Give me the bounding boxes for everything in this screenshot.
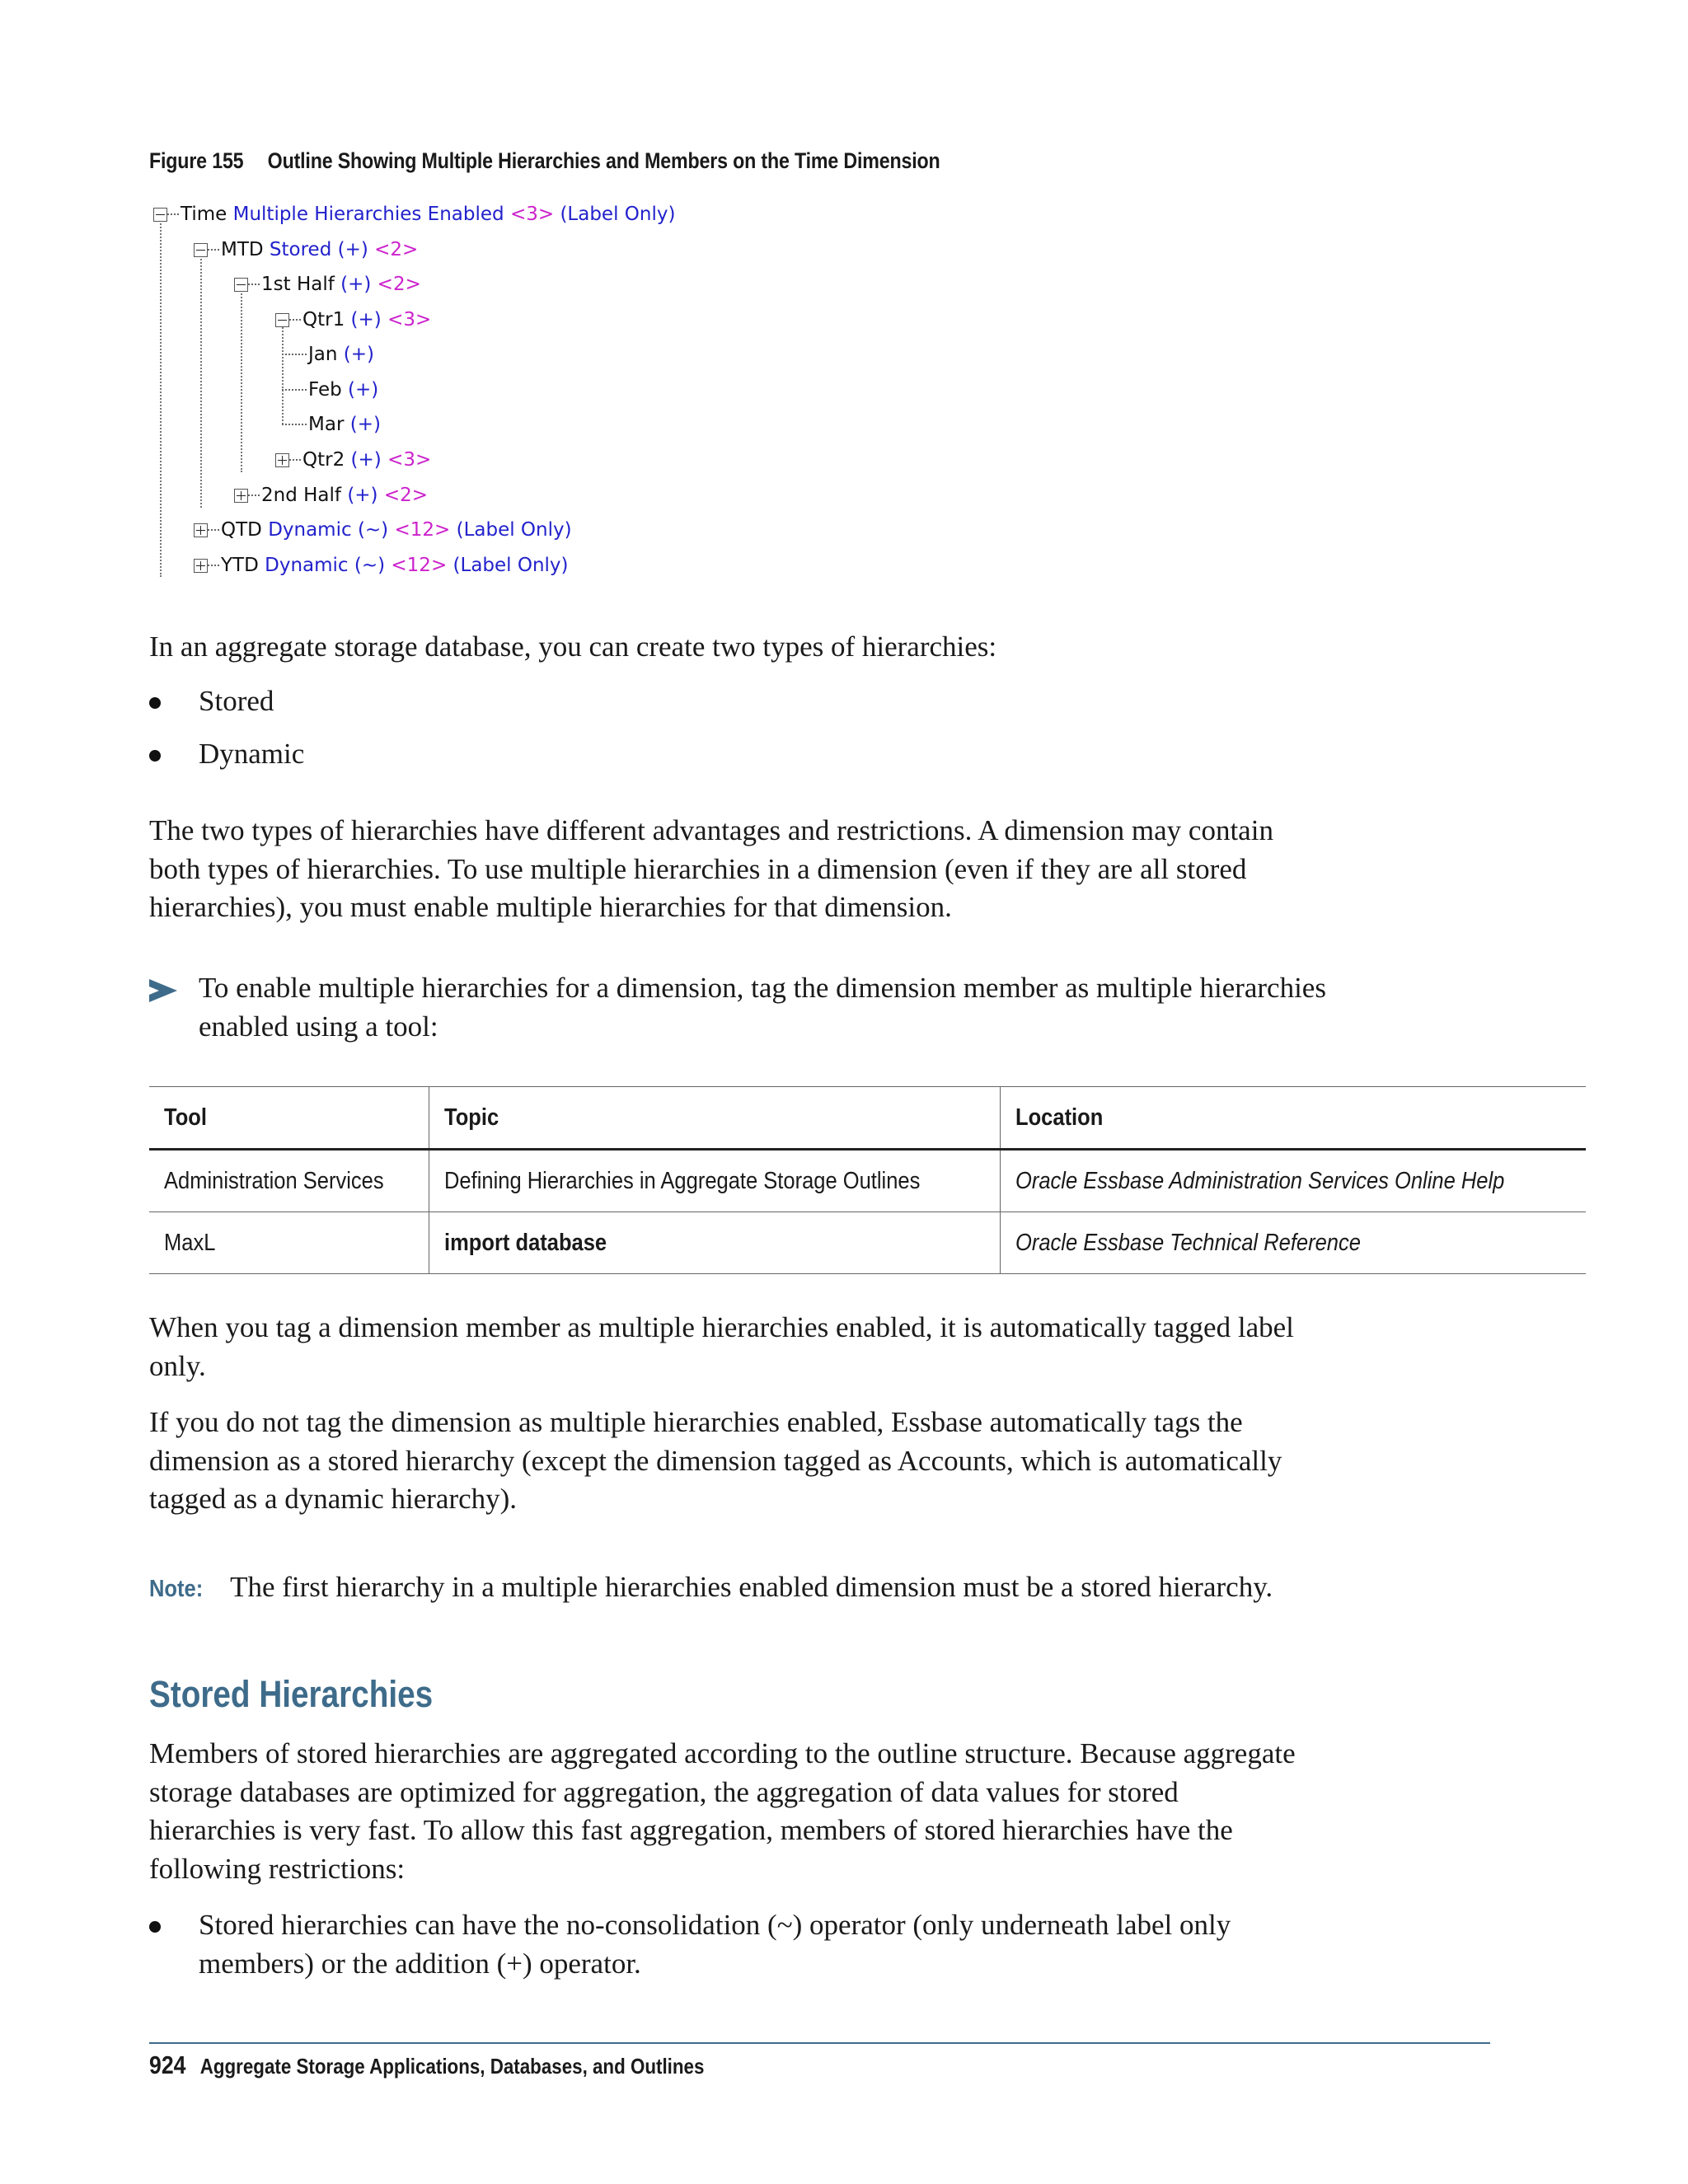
note-text: The first hierarchy in a multiple hierarchies enabled dimension must be a stored hierarchy. [230, 1571, 1273, 1603]
table-cell: import database [429, 1212, 1001, 1274]
member-name: YTD [221, 555, 259, 576]
tree-node[interactable] [234, 271, 421, 298]
table-cell: Administration Services [164, 1167, 384, 1194]
member-operator: (+) [340, 274, 372, 295]
member-name: MTD [221, 239, 264, 260]
member-name: Qtr2 [302, 449, 345, 471]
tree-node[interactable] [194, 237, 418, 263]
tree-node[interactable] [282, 377, 378, 403]
advantages-paragraph: The two types of hierarchies have different advantages and restrictions. A dimension may contain both types of hierarchies. To use multiple hierarchies in a dimension (even if they are all stored hierarchies), you must enable multiple hierarchies for that dimension. [149, 814, 1273, 923]
member-count: <2> [377, 274, 421, 295]
tree-node[interactable] [275, 307, 431, 333]
table-row [149, 1150, 1586, 1212]
figure-number: Figure 155 [149, 148, 244, 173]
list-item-text: Stored hierarchies can have the no-consolidation (~) operator (only underneath label only members) or the addition (+) operator. [199, 1909, 1231, 1980]
bullet-icon [149, 1921, 161, 1933]
expand-icon[interactable] [234, 489, 248, 503]
column-header: Topic [429, 1087, 1001, 1150]
table-cell: MaxL [164, 1229, 216, 1256]
member-property: (Label Only) [560, 204, 676, 225]
member-name: 2nd Half [261, 485, 341, 506]
tree-node[interactable] [194, 517, 572, 543]
list-item-text: Stored [199, 685, 274, 717]
table-cell: Oracle Essbase Administration Services Online Help [1001, 1150, 1587, 1212]
page-footer [149, 2050, 704, 2080]
member-operator: (~) [357, 519, 389, 541]
member-operator: (+) [349, 414, 381, 435]
member-operator: (+) [348, 379, 379, 401]
member-operator: (+) [347, 485, 378, 506]
footer-title: Aggregate Storage Applications, Databases, and Outlines [199, 2054, 705, 2079]
tree-node[interactable] [282, 341, 374, 368]
member-count: <2> [374, 239, 419, 260]
member-name: Mar [308, 414, 345, 435]
member-property: Dynamic [268, 519, 352, 541]
member-property: Dynamic [265, 555, 349, 576]
member-operator: (+) [350, 309, 382, 330]
collapse-icon[interactable] [194, 243, 208, 257]
table-cell: Defining Hierarchies in Aggregate Storage Outlines [429, 1150, 1001, 1212]
collapse-icon[interactable] [275, 313, 289, 327]
expand-icon[interactable] [194, 523, 208, 537]
member-operator: (+) [337, 239, 368, 260]
member-operator: (+) [343, 344, 374, 365]
outline-tree [153, 199, 676, 587]
member-operator: (+) [350, 449, 382, 471]
table-header-row [149, 1087, 1586, 1150]
section-heading: Stored Hierarchies [149, 1673, 434, 1715]
member-property: (Label Only) [456, 519, 572, 541]
collapse-icon[interactable] [234, 278, 248, 292]
list-item-text: Dynamic [199, 738, 305, 770]
tree-node[interactable] [153, 201, 675, 227]
column-header: Tool [164, 1104, 207, 1131]
note-label: Note: [149, 1576, 204, 1602]
member-name: QTD [221, 519, 262, 541]
intro-paragraph: In an aggregate storage database, you can create two types of hierarchies: [149, 630, 997, 663]
page-number: 924 [149, 2050, 186, 2079]
note [149, 1568, 1273, 1609]
footer-divider [149, 2042, 1490, 2044]
arrow-icon [149, 979, 177, 1002]
figure-title: Outline Showing Multiple Hierarchies and Members on the Time Dimension [267, 148, 940, 173]
tree-connector [160, 214, 162, 577]
member-property: Stored [269, 239, 332, 260]
member-count: <2> [383, 485, 429, 506]
member-name: Qtr1 [302, 309, 345, 330]
bullet-icon [149, 750, 161, 762]
member-count: <3> [387, 309, 432, 330]
member-property: Multiple Hierarchies Enabled [232, 204, 504, 225]
member-count: <3> [509, 204, 555, 225]
tree-node[interactable] [282, 411, 381, 438]
section-paragraph: Members of stored hierarchies are aggregated according to the outline structure. Because aggregate storage databases are optimized for aggregation, the aggregation of data values for stored hierarchies is very fast. To allow this fast aggregation, members of stored hierarchies have the following restrictions: [149, 1737, 1296, 1885]
figure-caption [149, 148, 940, 174]
procedure-text: To enable multiple hierarchies for a dimension, tag the dimension member as multiple hierarchies enabled using a tool: [199, 972, 1326, 1043]
member-count: <12> [394, 519, 451, 541]
member-name: Feb [308, 379, 342, 401]
member-operator: (~) [354, 555, 386, 576]
member-name: Time [181, 204, 227, 225]
notag-paragraph: If you do not tag the dimension as multiple hierarchies enabled, Essbase automatically tags the dimension as a stored hierarchy (except the dimension tagged as Accounts, which is automatically tagged as a dynamic hierarchy). [149, 1406, 1282, 1515]
member-property: (Label Only) [452, 555, 569, 576]
tree-node[interactable] [194, 552, 569, 579]
table-cell: Oracle Essbase Technical Reference [1001, 1212, 1587, 1274]
expand-icon[interactable] [275, 453, 289, 467]
tree-connector [200, 250, 202, 508]
bullet-icon [149, 697, 161, 709]
tree-connector [282, 320, 284, 424]
member-count: <12> [391, 555, 448, 576]
collapse-icon[interactable] [153, 208, 167, 222]
tools-table [149, 1086, 1586, 1274]
expand-icon[interactable] [194, 559, 208, 573]
member-name: Jan [308, 344, 338, 365]
column-header: Location [1001, 1087, 1587, 1150]
tag-paragraph: When you tag a dimension member as multiple hierarchies enabled, it is automatically tagged label only. [149, 1311, 1294, 1382]
tree-node[interactable] [234, 482, 428, 509]
table-row [149, 1212, 1586, 1274]
member-count: <3> [387, 449, 432, 471]
tree-node[interactable] [275, 447, 431, 473]
tree-connector [241, 284, 242, 472]
member-name: 1st Half [261, 274, 335, 295]
